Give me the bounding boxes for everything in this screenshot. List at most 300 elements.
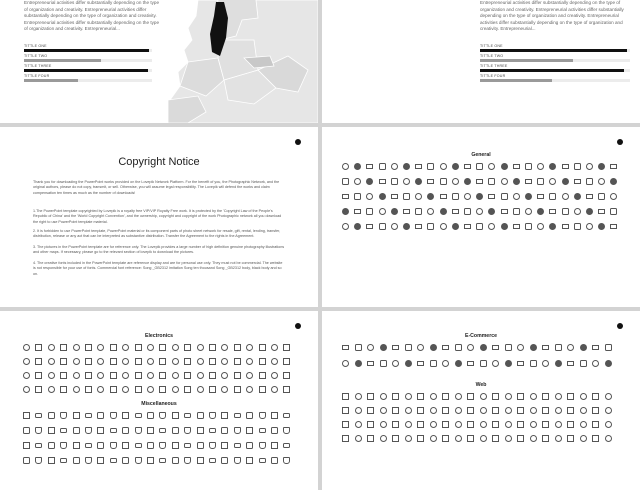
line-icon: [530, 344, 537, 351]
line-icon: [455, 435, 462, 442]
line-icon: [48, 358, 55, 365]
corner-dot-icon: [617, 139, 623, 145]
bar-label: TITTLE FOUR: [480, 74, 506, 78]
section-title: General: [471, 152, 491, 158]
line-icon: [517, 435, 524, 442]
line-icon: [452, 193, 459, 200]
line-icon: [342, 345, 349, 350]
line-icon: [405, 393, 412, 400]
line-icon: [476, 223, 483, 230]
line-icon: [246, 372, 253, 379]
line-icon: [488, 178, 495, 185]
line-icon: [147, 427, 154, 434]
line-icon: [492, 360, 499, 367]
slide-ecommerce-web-icons[interactable]: [322, 311, 640, 490]
line-icon: [488, 223, 495, 230]
line-icon: [592, 407, 599, 414]
line-icon: [549, 223, 556, 230]
line-icon: [110, 358, 117, 365]
line-icon: [417, 361, 424, 366]
line-icon: [283, 413, 290, 418]
copyright-paragraph: 4. The creative fonts included in the PowerPoint template are reference display and are for personal use only. They must not be commercial. The website is not responsible for your use of fonts. Commercial font reference: Song _GB2312 imitation Song ten thousand Song _GB2312 body, black body and so on.: [33, 261, 283, 276]
line-icon: [197, 372, 204, 379]
line-icon: [392, 421, 399, 428]
slide-japan-map[interactable]: [322, 0, 640, 123]
line-icon: [430, 435, 437, 442]
line-icon: [427, 208, 434, 215]
line-icon: [97, 386, 104, 393]
line-icon: [492, 435, 499, 442]
line-icon: [592, 393, 599, 400]
line-icon: [354, 223, 361, 230]
line-icon: [367, 421, 374, 428]
line-icon: [380, 360, 387, 367]
line-icon: [97, 412, 104, 419]
slide-copyright[interactable]: [0, 127, 318, 307]
line-icon: [605, 421, 612, 428]
line-icon: [367, 393, 374, 400]
line-icon: [417, 393, 424, 400]
line-icon: [542, 345, 549, 350]
bar-row: [480, 64, 630, 74]
line-icon: [513, 178, 520, 185]
line-icon: [60, 386, 67, 393]
line-icon: [452, 209, 459, 214]
line-icon: [586, 208, 593, 215]
line-icon: [135, 344, 142, 351]
line-icon: [380, 344, 387, 351]
line-icon: [380, 407, 387, 414]
line-icon: [610, 193, 617, 200]
intro-text: Entrepreneurial activities differ substantially depending on the type of organization and creativity. Entrepreneurial activities differ substantially depending on the type of organization and creativity. Entrepreneurial activities differ substantially depending on the type of organization and creativity. Entrepreneurial...: [24, 0, 160, 31]
line-icon: [592, 421, 599, 428]
line-icon: [580, 435, 587, 442]
line-icon: [234, 372, 241, 379]
bar-row: [480, 44, 630, 54]
bar-label: TITTLE ONE: [24, 44, 47, 48]
bar-row: [480, 74, 630, 84]
line-icon: [147, 412, 154, 419]
line-icon: [427, 179, 434, 184]
line-icon: [35, 443, 42, 448]
progress-bar: [24, 49, 152, 52]
line-icon: [246, 386, 253, 393]
line-icon: [135, 427, 142, 434]
line-icon: [415, 193, 422, 200]
line-icon: [605, 435, 612, 442]
line-icon: [283, 443, 290, 448]
progress-bar: [480, 59, 630, 62]
line-icon: [464, 193, 471, 200]
line-icon: [73, 412, 80, 419]
line-icon: [379, 163, 386, 170]
line-icon: [427, 193, 434, 200]
line-icon: [97, 358, 104, 365]
line-icon: [73, 344, 80, 351]
line-icon: [110, 458, 117, 463]
line-icon: [405, 407, 412, 414]
line-icon: [366, 164, 373, 169]
line-icon: [464, 208, 471, 215]
line-icon: [342, 208, 349, 215]
line-icon: [184, 372, 191, 379]
line-icon: [172, 442, 179, 449]
line-icon: [234, 386, 241, 393]
line-icon: [73, 386, 80, 393]
line-icon: [355, 344, 362, 351]
line-icon: [85, 372, 92, 379]
line-icon: [122, 457, 129, 464]
line-icon: [35, 358, 42, 365]
line-icon: [342, 223, 349, 230]
line-icon: [492, 407, 499, 414]
line-icon: [505, 393, 512, 400]
line-icon: [271, 386, 278, 393]
line-icon: [172, 412, 179, 419]
line-icon: [342, 163, 349, 170]
line-icon: [110, 412, 117, 419]
line-icon: [417, 421, 424, 428]
line-icon: [221, 427, 228, 434]
line-icon: [367, 435, 374, 442]
line-icon: [367, 407, 374, 414]
line-icon: [586, 223, 593, 230]
line-icon: [259, 412, 266, 419]
progress-bar: [480, 49, 630, 52]
progress-bar: [480, 69, 630, 72]
line-icon: [110, 442, 117, 449]
bar-label: TITTLE FOUR: [24, 74, 50, 78]
line-icon: [530, 407, 537, 414]
line-icon: [430, 407, 437, 414]
line-icon: [271, 358, 278, 365]
line-icon: [452, 163, 459, 170]
line-icon: [271, 412, 278, 419]
bar-row: [24, 54, 152, 64]
line-icon: [23, 344, 30, 351]
line-icon: [430, 360, 437, 367]
line-icon: [492, 421, 499, 428]
line-icon: [97, 427, 104, 434]
line-icon: [60, 428, 67, 433]
line-icon: [159, 372, 166, 379]
line-icon: [505, 407, 512, 414]
line-icon: [517, 393, 524, 400]
line-icon: [580, 360, 587, 367]
section-title: Web: [475, 382, 487, 388]
corner-dot-icon: [295, 323, 301, 329]
line-icon: [562, 178, 569, 185]
line-icon: [592, 360, 599, 367]
line-icon: [430, 344, 437, 351]
line-icon: [60, 412, 67, 419]
line-icon: [525, 193, 532, 200]
section-title: E-Commerce: [464, 333, 497, 339]
line-icon: [542, 407, 549, 414]
line-icon: [209, 344, 216, 351]
line-icon: [342, 407, 349, 414]
line-icon: [580, 407, 587, 414]
line-icon: [392, 393, 399, 400]
line-icon: [283, 358, 290, 365]
line-icon: [488, 208, 495, 215]
line-icon: [147, 372, 154, 379]
line-icon: [184, 386, 191, 393]
line-icon: [97, 372, 104, 379]
line-icon: [197, 457, 204, 464]
line-icon: [379, 223, 386, 230]
line-icon: [197, 344, 204, 351]
line-icon: [555, 344, 562, 351]
line-icon: [513, 164, 520, 169]
line-icon: [574, 163, 581, 170]
line-icon: [501, 163, 508, 170]
line-icon: [73, 457, 80, 464]
line-icon: [184, 413, 191, 418]
line-icon: [525, 163, 532, 170]
line-icon: [184, 427, 191, 434]
line-icon: [35, 413, 42, 418]
line-icon: [417, 344, 424, 351]
line-icon: [567, 421, 574, 428]
line-icon: [97, 344, 104, 351]
line-icon: [366, 224, 373, 229]
line-icon: [610, 208, 617, 215]
line-icon: [259, 344, 266, 351]
line-icon: [221, 457, 228, 464]
line-icon: [505, 435, 512, 442]
line-icon: [574, 193, 581, 200]
line-icon: [259, 372, 266, 379]
line-icon: [197, 427, 204, 434]
line-icon: [517, 361, 524, 366]
line-icon: [403, 193, 410, 200]
page-title: Copyright Notice: [118, 156, 200, 168]
line-icon: [542, 360, 549, 367]
line-icon: [234, 358, 241, 365]
line-icon: [23, 358, 30, 365]
line-icon: [209, 428, 216, 433]
line-icon: [209, 442, 216, 449]
line-icon: [159, 442, 166, 449]
line-icon: [147, 358, 154, 365]
bar-row: [24, 64, 152, 74]
bar-row: [480, 54, 630, 64]
line-icon: [355, 360, 362, 367]
line-icon: [405, 360, 412, 367]
line-icon: [110, 386, 117, 393]
line-icon: [505, 344, 512, 351]
miscellaneous-icon-grid: [23, 412, 298, 472]
line-icon: [197, 358, 204, 365]
line-icon: [380, 393, 387, 400]
line-icon: [574, 208, 581, 215]
line-icon: [417, 407, 424, 414]
copyright-paragraph: Thank you for downloading the PowerPoint works provided on the Lovepik Network Platform. For the benefit of you, the Photographic Network, and the original authors, please do not copy, transmit, or sell. Otherwise, you will assume legal responsibility. The Lovepik will defend the works and claim compensation ten times as much as the number of downloads!: [33, 180, 280, 195]
line-icon: [159, 344, 166, 351]
line-icon: [542, 393, 549, 400]
line-icon: [60, 458, 67, 463]
line-icon: [442, 345, 449, 350]
line-icon: [440, 178, 447, 185]
line-icon: [379, 208, 386, 215]
line-icon: [555, 393, 562, 400]
line-icon: [442, 360, 449, 367]
line-icon: [415, 178, 422, 185]
line-icon: [537, 163, 544, 170]
line-icon: [392, 407, 399, 414]
copyright-paragraph: 3. The pictures in the PowerPoint template are for reference only. The Lovepik provides a large number of high definition genuine photography illustrations and other maps. If necessary, please go to the relevant section of lovepik to download the pictures.: [33, 245, 285, 255]
line-icon: [605, 344, 612, 351]
line-icon: [467, 407, 474, 414]
line-icon: [159, 412, 166, 419]
line-icon: [135, 358, 142, 365]
line-icon: [480, 344, 487, 351]
line-icon: [467, 435, 474, 442]
bar-label: TITTLE THREE: [480, 64, 508, 68]
line-icon: [480, 360, 487, 367]
line-icon: [562, 224, 569, 229]
line-icon: [110, 372, 117, 379]
line-icon: [517, 344, 524, 351]
line-icon: [467, 421, 474, 428]
slide-electronics-misc-icons[interactable]: [0, 311, 318, 490]
line-icon: [480, 435, 487, 442]
line-icon: [342, 435, 349, 442]
line-icon: [159, 386, 166, 393]
line-icon: [60, 442, 67, 449]
line-icon: [592, 435, 599, 442]
line-icon: [48, 386, 55, 393]
line-icon: [355, 421, 362, 428]
line-icon: [172, 457, 179, 464]
line-icon: [35, 372, 42, 379]
line-icon: [580, 421, 587, 428]
line-icon: [605, 407, 612, 414]
line-icon: [73, 427, 80, 434]
line-icon: [467, 393, 474, 400]
line-icon: [184, 344, 191, 351]
line-icon: [234, 427, 241, 434]
line-icon: [48, 412, 55, 419]
section-title: Miscellaneous: [141, 401, 177, 407]
line-icon: [271, 344, 278, 351]
line-icon: [598, 178, 605, 185]
bar-label: TITTLE TWO: [480, 54, 504, 58]
line-icon: [476, 179, 483, 184]
line-icon: [405, 421, 412, 428]
line-icon: [488, 163, 495, 170]
line-icon: [549, 209, 556, 214]
line-icon: [549, 193, 556, 200]
line-icon: [501, 223, 508, 230]
line-icon: [530, 435, 537, 442]
line-icon: [85, 358, 92, 365]
progress-bar: [24, 79, 152, 82]
line-icon: [367, 361, 374, 366]
line-icon: [259, 386, 266, 393]
line-icon: [391, 178, 398, 185]
line-icon: [403, 209, 410, 214]
line-icon: [355, 393, 362, 400]
line-icon: [567, 361, 574, 366]
line-icon: [73, 372, 80, 379]
line-icon: [513, 208, 520, 215]
line-icon: [517, 421, 524, 428]
line-icon: [35, 344, 42, 351]
line-icon: [259, 458, 266, 463]
line-icon: [271, 372, 278, 379]
line-icon: [184, 358, 191, 365]
line-icon: [574, 223, 581, 230]
line-icon: [505, 360, 512, 367]
line-icon: [405, 344, 412, 351]
line-icon: [147, 344, 154, 351]
line-icon: [574, 179, 581, 184]
line-icon: [586, 178, 593, 185]
section-title: Electronics: [145, 333, 173, 339]
line-icon: [60, 372, 67, 379]
line-icon: [610, 224, 617, 229]
line-icon: [342, 178, 349, 185]
line-icon: [23, 457, 30, 464]
line-icon: [403, 163, 410, 170]
line-icon: [501, 193, 508, 200]
line-icon: [209, 386, 216, 393]
line-icon: [525, 208, 532, 215]
line-icon: [501, 209, 508, 214]
electronics-icon-grid: [23, 344, 298, 400]
line-icon: [147, 442, 154, 449]
line-icon: [354, 163, 361, 170]
line-icon: [430, 393, 437, 400]
line-icon: [246, 358, 253, 365]
line-icon: [366, 193, 373, 200]
line-icon: [122, 344, 129, 351]
line-icon: [555, 407, 562, 414]
line-icon: [537, 223, 544, 230]
line-icon: [455, 344, 462, 351]
line-icon: [392, 360, 399, 367]
line-icon: [259, 358, 266, 365]
line-icon: [598, 209, 605, 214]
line-icon: [530, 393, 537, 400]
line-icon: [221, 358, 228, 365]
line-icon: [246, 442, 253, 449]
general-icon-grid: [342, 163, 622, 248]
line-icon: [234, 413, 241, 418]
line-icon: [549, 178, 556, 185]
line-icon: [598, 163, 605, 170]
line-icon: [209, 358, 216, 365]
line-icon: [221, 372, 228, 379]
line-icon: [209, 412, 216, 419]
line-icon: [476, 193, 483, 200]
line-icon: [610, 178, 617, 185]
line-icon: [60, 344, 67, 351]
line-icon: [48, 442, 55, 449]
line-icon: [85, 344, 92, 351]
slide-europe-map[interactable]: [0, 0, 318, 123]
slide-general-icons[interactable]: [322, 127, 640, 307]
line-icon: [246, 457, 253, 464]
line-icon: [476, 208, 483, 215]
line-icon: [159, 458, 166, 463]
line-icon: [122, 386, 129, 393]
line-icon: [85, 427, 92, 434]
line-icon: [73, 442, 80, 449]
line-icon: [455, 421, 462, 428]
